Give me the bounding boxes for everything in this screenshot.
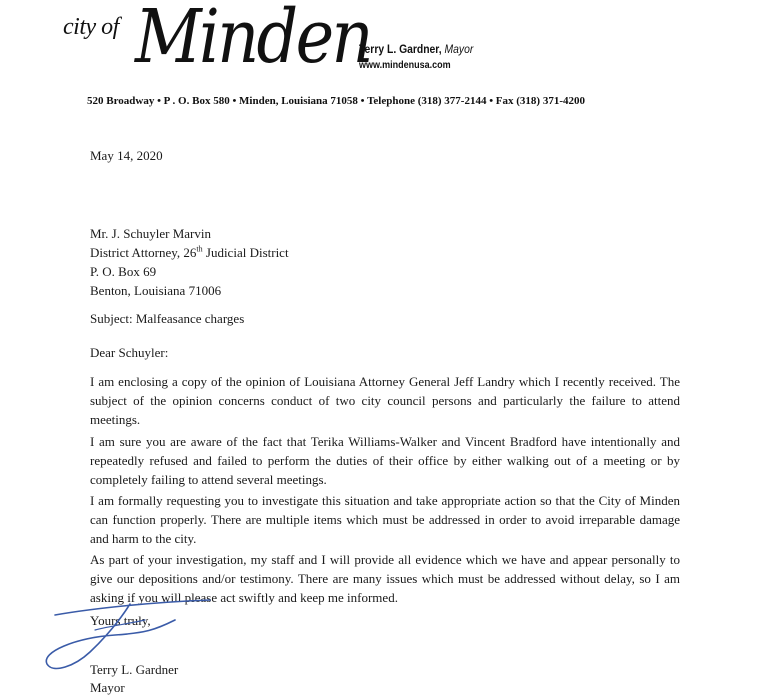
signer-title: Mayor bbox=[90, 680, 125, 695]
logo-city-of: city of bbox=[63, 14, 119, 40]
paragraph-1: I am enclosing a copy of the opinion of Louisiana Attorney General Jeff Landry which I recently received. The subject of the opinion concerns conduct of two city council persons and particularly the failure to attend meetings. bbox=[90, 374, 680, 427]
letter-date: May 14, 2020 bbox=[90, 148, 163, 163]
signer-name: Terry L. Gardner bbox=[90, 662, 179, 677]
mayor-title: Mayor bbox=[444, 44, 474, 56]
recipient-title-sup: th bbox=[196, 244, 203, 254]
recipient-name: Mr. J. Schuyler Marvin bbox=[90, 226, 211, 241]
salutation: Dear Schuyler: bbox=[90, 345, 169, 360]
recipient-title bbox=[90, 243, 289, 262]
logo-minden: Minden bbox=[135, 0, 371, 80]
recipient-title-prefix: District Attorney, 26 bbox=[90, 245, 197, 260]
mayor-line bbox=[359, 44, 473, 56]
letterhead bbox=[0, 0, 768, 110]
paragraph-2: I am sure you are aware of the fact that Terika Williams-Walker and Vincent Bradford have intentionally and repeatedly refused and failed to perform the duties of their office by either walking out of a meeting or by completely failing to attend several meetings. bbox=[90, 434, 680, 487]
paragraph-3: I am formally requesting you to investigate this situation and take appropriate action so that the City of Minden can function properly. There are multiple items which must be addressed in order to avoid irreparable damage and harm to the city. bbox=[90, 493, 680, 546]
paragraph-4: As part of your investigation, my staff and I will provide all evidence which we have and appear personally to give our depositions and/or testimony. There are many issues which must be addressed without delay, so I am asking if you will please act swiftly and keep me informed. bbox=[90, 552, 680, 605]
recipient-title-suffix: Judicial District bbox=[202, 245, 289, 260]
recipient-box: P. O. Box 69 bbox=[90, 264, 157, 279]
address-bar: 520 Broadway • P . O. Box 580 • Minden, Louisiana 71058 • Telephone (318) 377-2144 • Fax (318) 371-4200 bbox=[87, 95, 586, 107]
recipient-city: Benton, Louisiana 71006 bbox=[90, 283, 222, 298]
closing: Yours truly, bbox=[90, 613, 151, 628]
website: www.mindenusa.com bbox=[359, 60, 451, 71]
subject-line: Subject: Malfeasance charges bbox=[90, 311, 245, 326]
mayor-name: Terry L. Gardner, bbox=[359, 44, 442, 56]
